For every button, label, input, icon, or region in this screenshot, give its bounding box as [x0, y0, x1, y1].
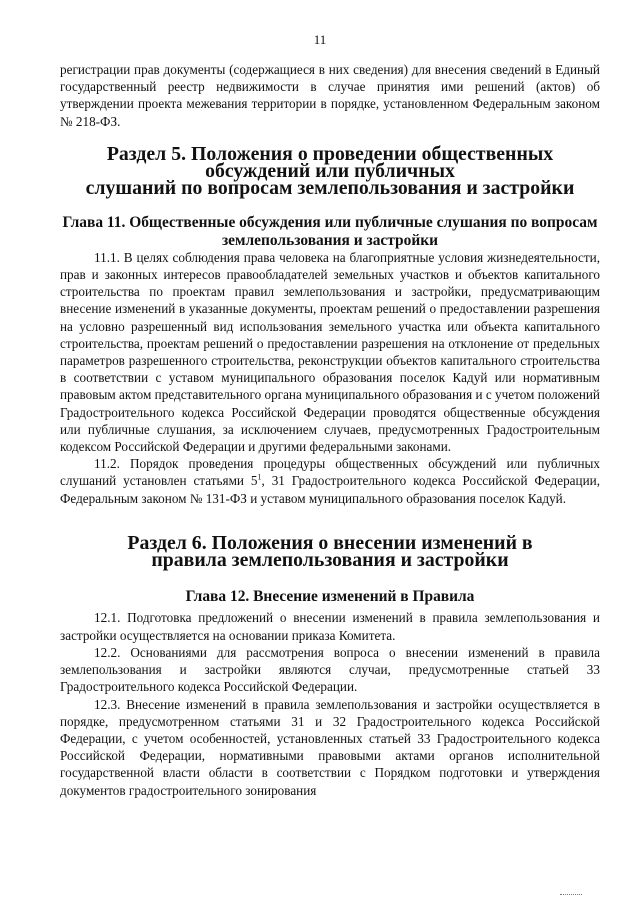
- paragraph-12-1: 12.1. Подготовка предложений о внесении изменений в правила землепользования и застройки осуществляется на основании приказа Комитета.: [60, 610, 600, 643]
- document-body: [60, 61, 600, 799]
- scan-artifact: [560, 894, 582, 898]
- chapter-11-heading: [60, 214, 600, 248]
- chapter-11-heading-line-1: Глава 11. Общественные обсуждения или публичные слушания по вопросам: [62, 214, 598, 232]
- section-5-heading-line-2: слушаний по вопросам землепользования и застройки: [85, 177, 575, 200]
- paragraph-11-2-text-start: 11.2. Порядок проведения процедуры общественных обсуждений или публичных слушаний установлен статьями 5: [60, 456, 600, 489]
- paragraph-12-3: 12.3. Внесение изменений в правила землепользования и застройки осуществляется в порядке, предусмотренном статьями 31 и 32 Градостроительного кодекса Российской Федерации, с учетом особенностей, установленных статьей 33 Градостроительного кодекса Российской Федерации, нормативными правовыми актами органов исполнительной государственной власти области в соответствии с Порядком подготовки и утверждения документов градостроительного зонирования: [60, 696, 600, 798]
- paragraph-11-2-text-end: , 31 Градостроительного кодекса Российской Федерации, Федеральным законом № 131-ФЗ и уставом муниципального образования поселок Кадуй.: [60, 473, 600, 506]
- chapter-12-heading: Глава 12. Внесение изменений в Правила: [185, 588, 475, 606]
- section-6-heading: [60, 531, 600, 572]
- paragraph-11-2: [60, 455, 600, 507]
- section-6-heading-line-1: Раздел 6. Положения о внесении изменений в: [127, 531, 533, 554]
- chapter-11-heading-line-2: землепользования и застройки: [221, 231, 439, 249]
- paragraph-12-2: 12.2. Основаниями для рассмотрения вопроса о внесении изменений в правила землепользования и застройки являются случаи, предусмотренные статьей 33 Градостроительного кодекса Российской Федерации.: [60, 644, 600, 695]
- section-5-heading-line-1: Раздел 5. Положения о проведении общественных обсуждений или публичных: [106, 142, 554, 183]
- section-5-heading: [60, 142, 600, 200]
- page-number: 11: [313, 32, 327, 47]
- section-6-heading-line-2: правила землепользования и застройки: [151, 549, 509, 572]
- paragraph-11-1: 11.1. В целях соблюдения права человека на благоприятные условия жизнедеятельности, прав и законных интересов правообладателей земельных участков и объектов капитального строительства по проектам правил землепользования и застройки, предусматривающим внесение изменений в указанные документы, проектам решений о предоставлении разрешения на условно разрешенный вид использования земельного участка или объекта капитального строительства, проектам решений о предоставлении разрешения на отклонение от предельных параметров разрешенного строительства, реконструкции объектов капитального строительства в соответствии с уставом муниципального образования поселок Кадуй или нормативным правовым актом представительного органа муниципального образования и с учетом положений Градостроительного кодекса Российской Федерации проводятся общественные обсуждения или публичные слушания, за исключением случаев, предусмотренных Градостроительным кодексом Российской Федерации и другими федеральными законами.: [60, 249, 600, 455]
- continuation-paragraph: регистрации прав документы (содержащиеся в них сведения) для внесения сведений в Единый государственный реестр недвижимости в случае принятия ими решений (актов) об утверждении проекта межевания территории в порядке, установленном Федеральным законом № 218-ФЗ.: [60, 62, 600, 129]
- article-superscript: 1: [257, 473, 262, 483]
